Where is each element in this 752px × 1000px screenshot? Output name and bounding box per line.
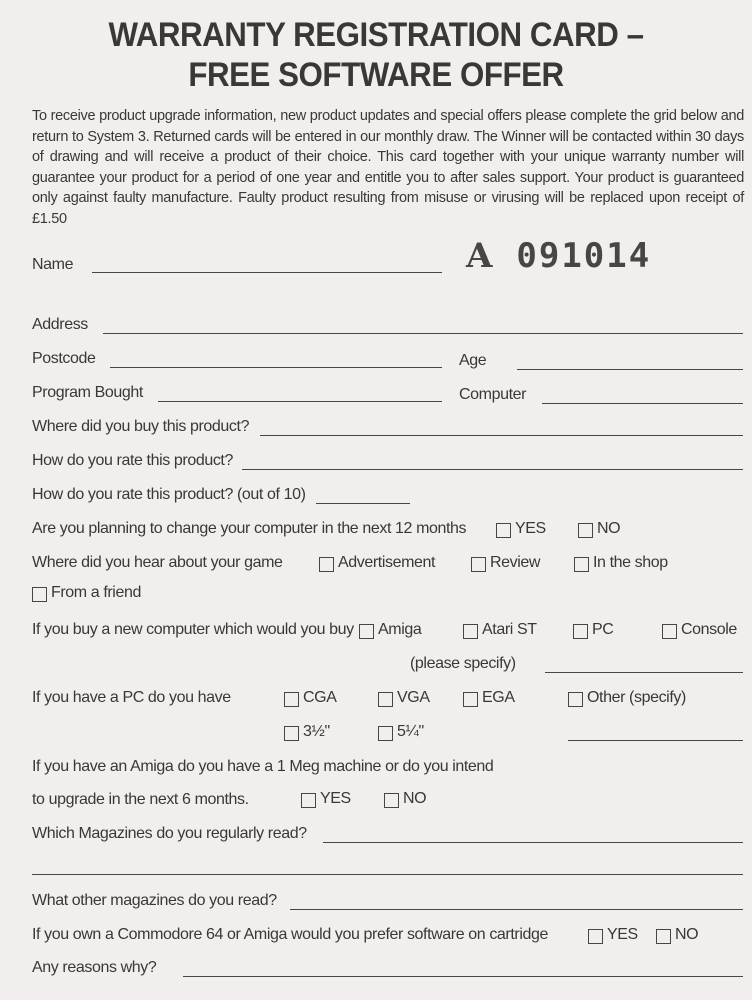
disk35-label: 3½" bbox=[303, 723, 330, 740]
planning-yes-label: YES bbox=[515, 520, 546, 537]
card-title-line1: WARRANTY REGISTRATION CARD – bbox=[108, 16, 644, 54]
pc-checkbox[interactable] bbox=[573, 624, 588, 639]
warranty-serial bbox=[466, 236, 651, 276]
pc-have-label: If you have a PC do you have bbox=[32, 689, 231, 706]
rate10-label: How do you rate this product? (out of 10) bbox=[32, 486, 306, 503]
cga-checkbox[interactable] bbox=[284, 692, 299, 707]
cartridge-label: If you own a Commodore 64 or Amiga would you prefer software on cartridge bbox=[32, 926, 548, 943]
where-buy-label: Where did you buy this product? bbox=[32, 418, 250, 435]
cartridge-yes-checkbox[interactable] bbox=[588, 929, 603, 944]
intro-paragraph: To receive product upgrade information, new product updates and special offers please complete the grid below and return to System 3. Returned cards will be entered in our monthly draw. The Winner will be contacted within 30 days of drawing and will receive a product of their choice. This card together with your unique warranty number will guarantee your product for a period of one year and entitle you to after sales support. Your product is guaranteed only against faulty manufacture. Faulty product resulting from misuse or virusing will be replaced upon receipt of £1.50 bbox=[32, 108, 744, 227]
planning-label: Are you planning to change your computer in the next 12 months bbox=[32, 520, 467, 537]
magazines-label: Which Magazines do you regularly read? bbox=[32, 825, 307, 842]
console-checkbox[interactable] bbox=[662, 624, 677, 639]
review-label: Review bbox=[490, 554, 541, 571]
rate-label: How do you rate this product? bbox=[32, 452, 233, 469]
amiga-question-line1: If you have an Amiga do you have a 1 Meg machine or do you intend bbox=[32, 758, 494, 775]
amiga-no-label: NO bbox=[403, 790, 427, 807]
rate10-field[interactable] bbox=[316, 503, 410, 504]
amiga-question-line2: to upgrade in the next 6 months. bbox=[32, 791, 249, 808]
planning-no-label: NO bbox=[597, 520, 621, 537]
program-bought-field[interactable] bbox=[158, 401, 442, 402]
postcode-label: Postcode bbox=[32, 350, 96, 367]
magazines-field-2[interactable] bbox=[32, 874, 743, 875]
advertisement-checkbox[interactable] bbox=[319, 557, 334, 572]
disk525-label: 5¼" bbox=[397, 723, 424, 740]
vga-checkbox[interactable] bbox=[378, 692, 393, 707]
other-checkbox[interactable] bbox=[568, 692, 583, 707]
atari-label: Atari ST bbox=[482, 621, 537, 638]
serial-number: 091014 bbox=[516, 236, 652, 276]
other-magazines-label: What other magazines do you read? bbox=[32, 892, 277, 909]
amiga-checkbox[interactable] bbox=[359, 624, 374, 639]
in-shop-label: In the shop bbox=[593, 554, 668, 571]
card-title-line2: FREE SOFTWARE OFFER bbox=[188, 56, 564, 94]
where-buy-field[interactable] bbox=[260, 435, 743, 436]
pc-label: PC bbox=[592, 621, 614, 638]
age-field[interactable] bbox=[517, 369, 743, 370]
new-computer-label: If you buy a new computer which would you buy bbox=[32, 621, 354, 638]
amiga-label: Amiga bbox=[378, 621, 422, 638]
disk525-checkbox[interactable] bbox=[378, 726, 393, 741]
ega-label: EGA bbox=[482, 689, 515, 706]
disk35-checkbox[interactable] bbox=[284, 726, 299, 741]
name-label: Name bbox=[32, 256, 74, 273]
in-shop-checkbox[interactable] bbox=[574, 557, 589, 572]
cartridge-yes-label: YES bbox=[607, 926, 638, 943]
reasons-label: Any reasons why? bbox=[32, 959, 157, 976]
age-label: Age bbox=[459, 352, 487, 369]
advertisement-label: Advertisement bbox=[338, 554, 436, 571]
serial-prefix: A bbox=[466, 236, 495, 276]
vga-label: VGA bbox=[397, 689, 430, 706]
console-label: Console bbox=[681, 621, 737, 638]
postcode-field[interactable] bbox=[110, 367, 442, 368]
friend-label: From a friend bbox=[51, 584, 141, 601]
address-label: Address bbox=[32, 316, 88, 333]
other-specify-field[interactable] bbox=[568, 740, 743, 741]
cga-label: CGA bbox=[303, 689, 337, 706]
cartridge-no-checkbox[interactable] bbox=[656, 929, 671, 944]
review-checkbox[interactable] bbox=[471, 557, 486, 572]
reasons-field[interactable] bbox=[183, 976, 743, 977]
planning-yes-checkbox[interactable] bbox=[496, 523, 511, 538]
other-magazines-field[interactable] bbox=[290, 909, 743, 910]
atari-checkbox[interactable] bbox=[463, 624, 478, 639]
planning-no-checkbox[interactable] bbox=[578, 523, 593, 538]
address-field[interactable] bbox=[103, 333, 743, 334]
friend-checkbox[interactable] bbox=[32, 587, 47, 602]
name-field[interactable] bbox=[92, 272, 442, 273]
amiga-no-checkbox[interactable] bbox=[384, 793, 399, 808]
magazines-field[interactable] bbox=[323, 842, 743, 843]
cartridge-no-label: NO bbox=[675, 926, 699, 943]
program-bought-label: Program Bought bbox=[32, 384, 143, 401]
ega-checkbox[interactable] bbox=[463, 692, 478, 707]
amiga-yes-checkbox[interactable] bbox=[301, 793, 316, 808]
specify-computer-field[interactable] bbox=[545, 672, 743, 673]
amiga-yes-label: YES bbox=[320, 790, 351, 807]
rate-field[interactable] bbox=[242, 469, 743, 470]
computer-field[interactable] bbox=[542, 403, 743, 404]
please-specify-label: (please specify) bbox=[410, 655, 516, 672]
other-label: Other (specify) bbox=[587, 689, 686, 706]
computer-label: Computer bbox=[459, 386, 527, 403]
hear-label: Where did you hear about your game bbox=[32, 554, 283, 571]
